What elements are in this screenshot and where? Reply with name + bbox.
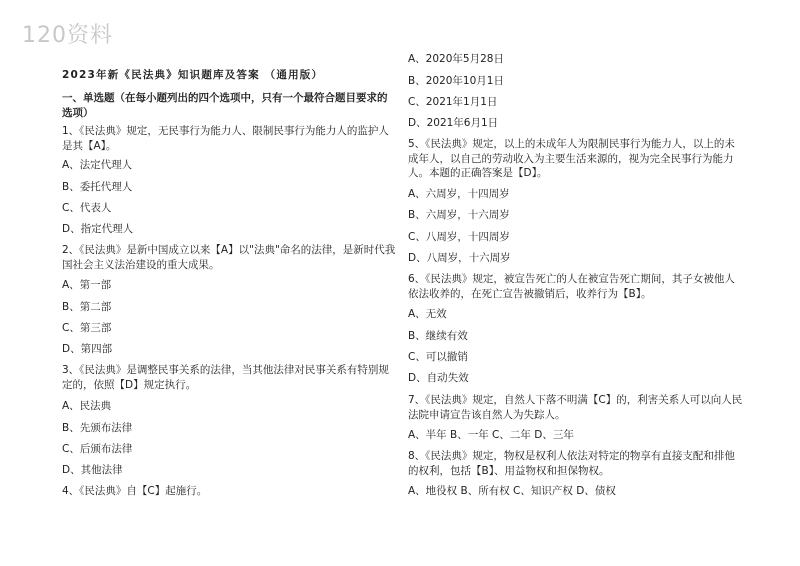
section-heading: 一、单选题（在每小题列出的四个选项中，只有一个最符合题目要求的选项） <box>62 92 388 119</box>
option: B、先颁布法律 <box>62 422 133 434</box>
option: D、第四部 <box>62 343 113 355</box>
question-8: 8、《民法典》规定，物权是权利人依法对特定的物享有直接支配和排他的权利，包括【B】、用益物权和担保物权。 <box>408 450 735 477</box>
option: A、民法典 <box>62 400 112 412</box>
option: C、2021年1月1日 <box>408 96 498 108</box>
question-4: 4、《民法典》自【C】起施行。 <box>62 485 208 497</box>
option: C、后颁布法律 <box>62 443 133 455</box>
option: B、第二部 <box>62 301 112 313</box>
option: D、八周岁，十六周岁 <box>408 252 511 264</box>
option: A、六周岁，十四周岁 <box>408 188 510 200</box>
question-5: 5、《民法典》规定，以上的未成年人为限制民事行为能力人，以上的未成年人，以自己的劳动收入为主要生活来源的，视为完全民事行为能力人。本题的正确答案是【D】。 <box>408 138 735 179</box>
document-title: 2023年新《民法典》知识题库及答案 （通用版） <box>62 69 324 81</box>
watermark: 120资料 <box>22 23 113 48</box>
question-1: 1、《民法典》规定，无民事行为能力人、限制民事行为能力人的监护人是其【A】。 <box>62 125 389 152</box>
option: A、第一部 <box>62 279 112 291</box>
option: A、法定代理人 <box>62 159 133 171</box>
option: D、2021年6月1日 <box>408 117 499 129</box>
option: A、无效 <box>408 308 447 320</box>
option: C、可以撤销 <box>408 351 468 363</box>
option: B、2020年10月1日 <box>408 75 504 87</box>
option: B、继续有效 <box>408 330 468 342</box>
question-2: 2、《民法典》是新中国成立以来【A】以"法典"命名的法律，是新时代我国社会主义法治建设的重大成果。 <box>62 244 396 271</box>
question-3: 3、《民法典》是调整民事关系的法律，当其他法律对民事关系有特别规定的，依照【D】规定执行。 <box>62 364 389 391</box>
option: C、第三部 <box>62 322 112 334</box>
question-7: 7、《民法典》规定，自然人下落不明满【C】的，利害关系人可以向人民法院申请宣告该自然人为失踪人。 <box>408 394 743 421</box>
option: D、自动失效 <box>408 372 469 384</box>
option: C、代表人 <box>62 202 112 214</box>
option: A、半年 B、一年 C、二年 D、三年 <box>408 429 574 441</box>
option: D、其他法律 <box>62 464 123 476</box>
option: B、委托代理人 <box>62 181 133 193</box>
option: D、指定代理人 <box>62 223 134 235</box>
option: B、六周岁，十六周岁 <box>408 209 510 221</box>
option: C、八周岁，十四周岁 <box>408 231 510 243</box>
option: A、地役权 B、所有权 C、知识产权 D、债权 <box>408 485 616 497</box>
option: A、2020年5月28日 <box>408 53 504 65</box>
question-6: 6、《民法典》规定，被宣告死亡的人在被宣告死亡期间，其子女被他人依法收养的，在死亡宣告被撤销后，收养行为【B】。 <box>408 273 735 300</box>
